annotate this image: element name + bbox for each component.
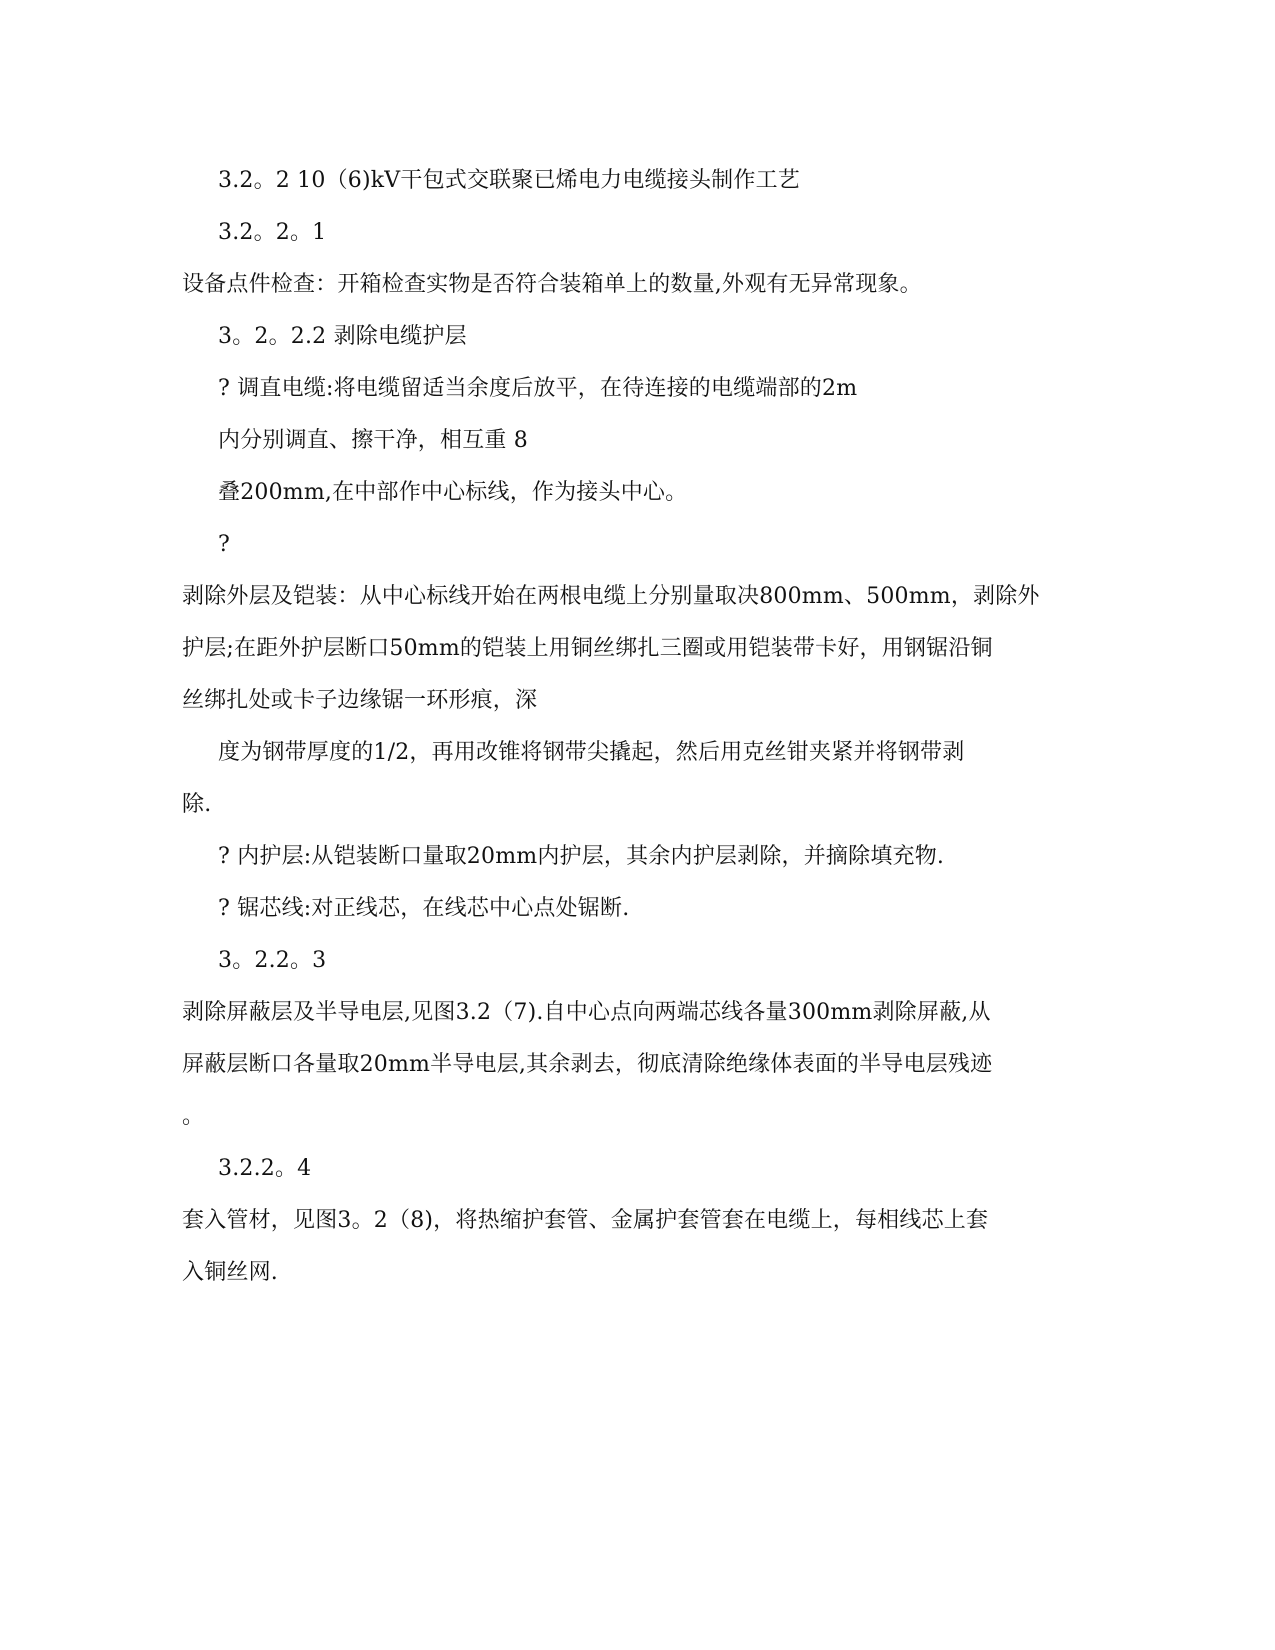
- section-heading-3-2-2-2: 3。2。2.2 剥除电缆护层: [218, 324, 467, 349]
- paragraph-line: 除.: [182, 792, 212, 817]
- section-number-3-2-2-4: 3.2.2。4: [218, 1156, 312, 1181]
- bullet-line: ? 锯芯线:对正线芯，在线芯中心点处锯断.: [218, 896, 630, 921]
- section-number-3-2-2-1: 3.2。2。1: [218, 220, 327, 245]
- bullet-marker: ?: [218, 532, 230, 557]
- paragraph-line: 度为钢带厚度的1/2，再用改锥将钢带尖撬起，然后用克丝钳夹紧并将钢带剥: [218, 740, 965, 765]
- paragraph-line: 屏蔽层断口各量取20mm半导电层,其余剥去，彻底清除绝缘体表面的半导电层残迹: [182, 1052, 993, 1077]
- paragraph-line: 入铜丝网.: [182, 1260, 278, 1285]
- paragraph-line: 。: [182, 1104, 205, 1129]
- paragraph-line: 套入管材，见图3。2（8)，将热缩护套管、金属护套管套在电缆上，每相线芯上套: [182, 1208, 989, 1233]
- bullet-line: ? 调直电缆:将电缆留适当余度后放平，在待连接的电缆端部的2m: [218, 376, 858, 401]
- paragraph-line: 丝绑扎处或卡子边缘锯一环形痕，深: [182, 688, 538, 713]
- section-heading-3-2-2: 3.2。2 10（6)kV干包式交联聚已烯电力电缆接头制作工艺: [218, 168, 800, 193]
- paragraph-line: 剥除外层及铠装：从中心标线开始在两根电缆上分别量取决800mm、500mm，剥除外: [182, 584, 1040, 609]
- paragraph-line: 护层;在距外护层断口50mm的铠装上用铜丝绑扎三圈或用铠装带卡好，用钢锯沿铜: [182, 636, 993, 661]
- paragraph-line: 内分别调直、擦干净，相互重 8: [218, 428, 528, 453]
- section-number-3-2-2-3: 3。2.2。3: [218, 948, 327, 973]
- paragraph-line: 剥除屏蔽层及半导电层,见图3.2（7).自中心点向两端芯线各量300mm剥除屏蔽,从: [182, 1000, 991, 1025]
- bullet-line: ? 内护层:从铠装断口量取20mm内护层，其余内护层剥除，并摘除填充物.: [218, 844, 945, 869]
- paragraph-line: 叠200mm,在中部作中心标线，作为接头中心。: [218, 480, 688, 505]
- paragraph-line: 设备点件检查：开箱检查实物是否符合装箱单上的数量,外观有无异常现象。: [182, 272, 922, 297]
